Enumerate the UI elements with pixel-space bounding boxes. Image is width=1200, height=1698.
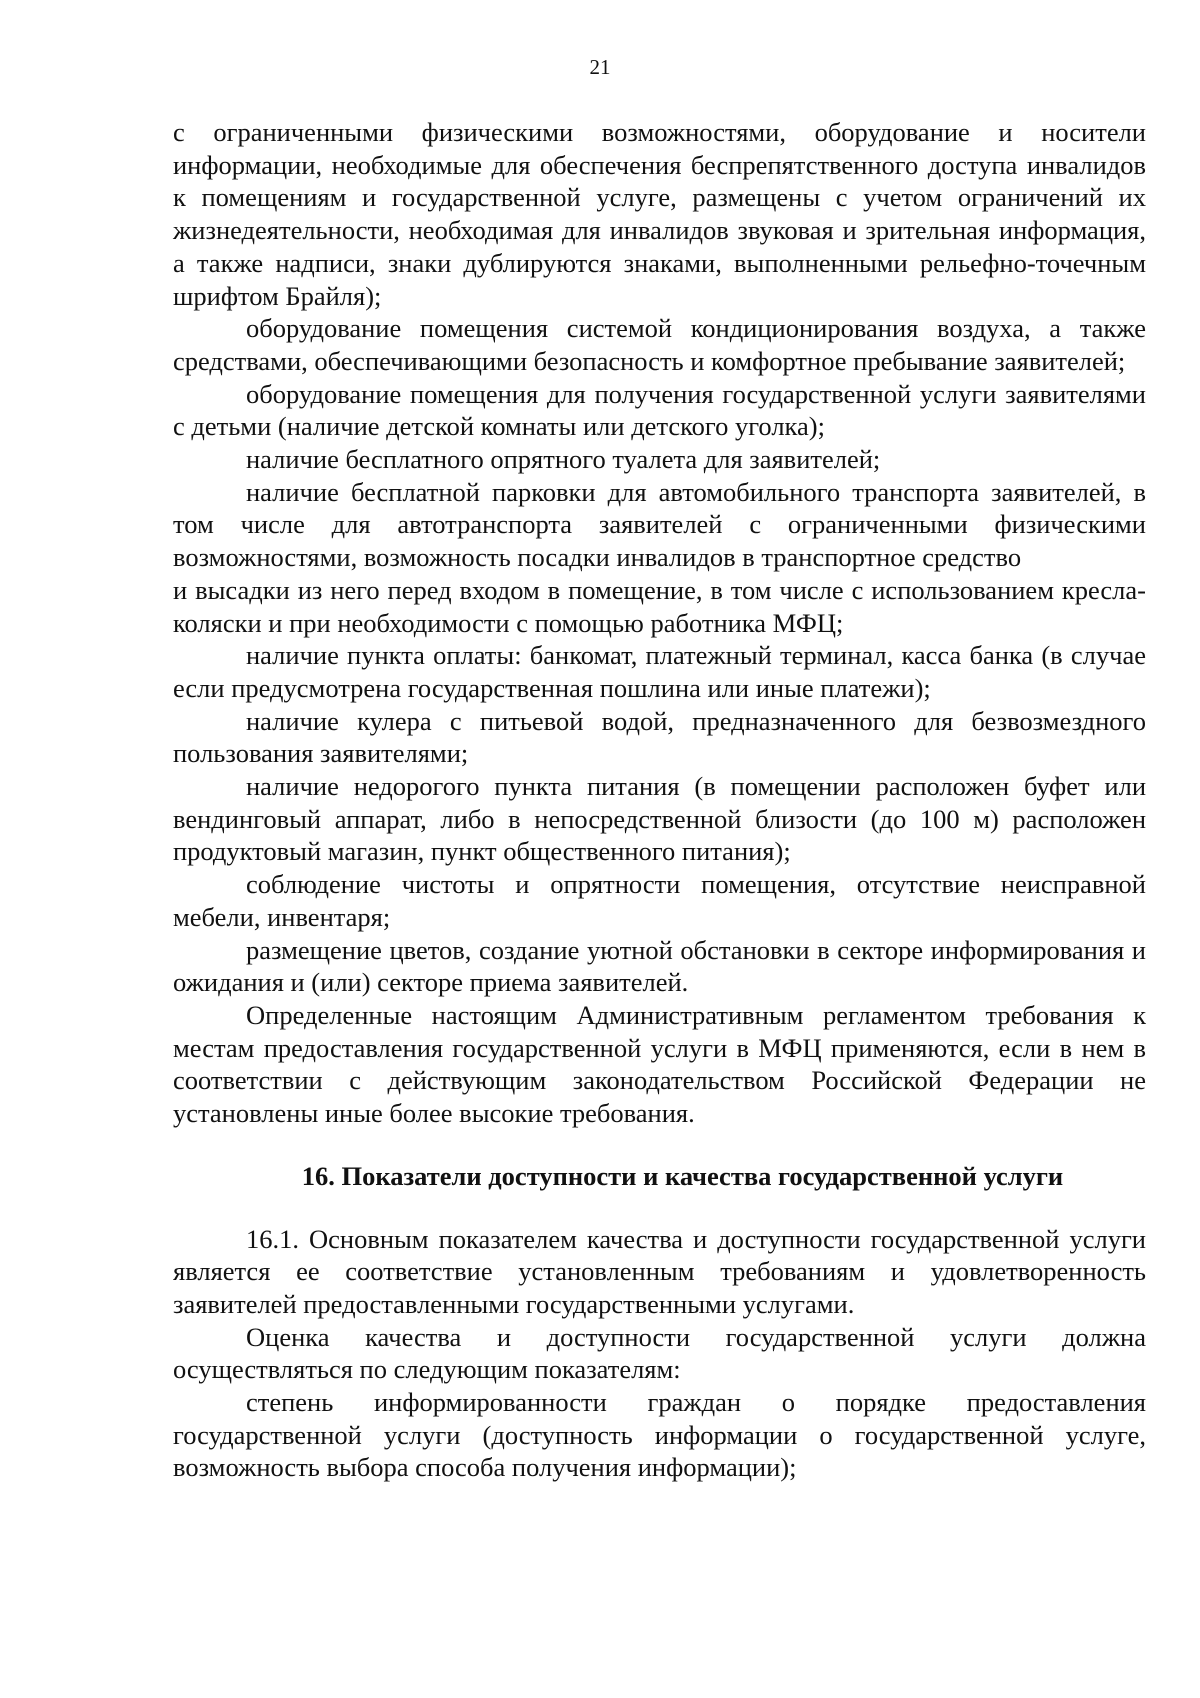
paragraph: с ограниченными физическими возможностями, оборудование и носители информации, необходимые для обеспечения беспрепятственного доступа инвалидов к помещениям и государственной услуге, размещены с учетом ограничений их жизнедеятельности, необходимая для инвалидов звуковая и зрительная информация, а также надписи, знаки дублируются знаками, выполненными рельефно-точечным шрифтом Брайля);	[173, 117, 1146, 311]
paragraph: соблюдение чистоты и опрятности помещения, отсутствие неисправной мебели, инвентаря;	[173, 869, 1146, 932]
document-body	[173, 116, 1146, 1484]
paragraph: размещение цветов, создание уютной обстановки в секторе информирования и ожидания и (или) секторе приема заявителей.	[173, 934, 1146, 998]
paragraph: наличие пункта оплаты: банкомат, платежный терминал, касса банка (в случае если предусмотрена государственная пошлина или иные платежи);	[173, 640, 1146, 703]
paragraphs-after-heading	[173, 1223, 1146, 1485]
section-heading: 16. Показатели доступности и качества государственной услуги	[301, 1160, 1064, 1191]
paragraph: 16.1. Основным показателем качества и доступности государственной услуги является ее соответствие установленным требованиям и удовлетворенность заявителей предоставленными государственными услугами.	[173, 1223, 1146, 1319]
paragraph: Оценка качества и доступности государственной услуги должна осуществляться по следующим показателям:	[173, 1321, 1146, 1385]
paragraph: наличие бесплатного опрятного туалета для заявителей;	[246, 444, 881, 475]
paragraph: наличие недорогого пункта питания (в помещении расположен буфет или вендинговый аппарат, либо в непосредственной близости (до 100 м) расположен продуктовый магазин, пункт общественного питания);	[173, 771, 1146, 867]
page-number: 21	[589, 55, 611, 79]
paragraph: наличие кулера с питьевой водой, предназначенного для безвозмездного пользования заявителями;	[173, 705, 1146, 769]
paragraph: оборудование помещения для получения государственной услуги заявителями с детьми (наличие детской комнаты или детского уголка);	[173, 378, 1146, 442]
paragraph: наличие бесплатной парковки для автомобильного транспорта заявителей, в том числе для автотранспорта заявителей с ограниченными физическими возможностями, возможность посадки инвалидов в транспортное средство	[173, 476, 1146, 573]
paragraph: степень информированности граждан о порядке предоставления государственной услуги (доступность информации о государственной услуге, возможность выбора способа получения информации);	[173, 1387, 1146, 1483]
paragraphs-before-heading	[173, 116, 1146, 1130]
paragraph: Определенные настоящим Административным регламентом требования к местам предоставления государственной услуги в МФЦ применяются, если в нем в соответствии с действующим законодательством Российской Федерации не установлены иные более высокие требования.	[173, 999, 1146, 1129]
paragraph: оборудование помещения системой кондиционирования воздуха, а также средствами, обеспечивающими безопасность и комфортное пребывание заявителей;	[173, 313, 1146, 376]
paragraph: и высадки из него перед входом в помещение, в том числе с использованием кресла-коляски и при необходимости с помощью работника МФЦ;	[173, 574, 1146, 638]
